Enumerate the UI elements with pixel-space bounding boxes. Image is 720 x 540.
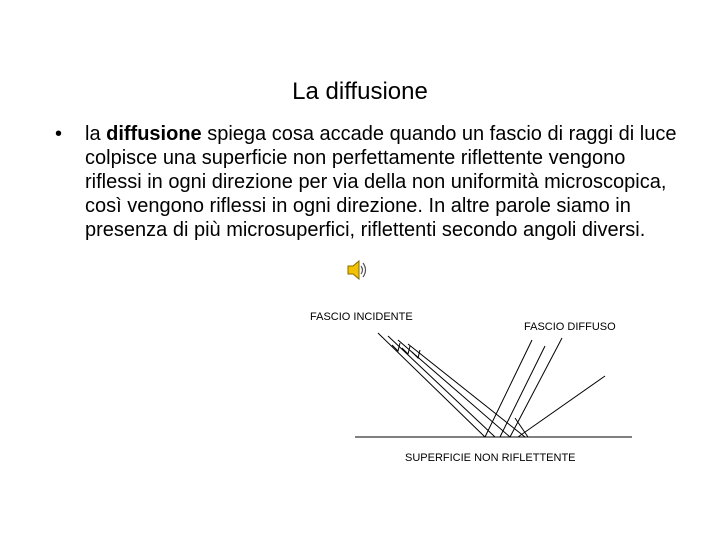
surface-label: SUPERFICIE NON RIFLETTENTE bbox=[405, 452, 576, 464]
bullet-rest: spiega cosa accade quando un fascio di raggi di luce colpisce una superficie non perfettamente riflettente vengono riflessi in ogni direzione per via della non uniformità microscopica, così vengono riflessi in ogni direzione. In altre parole siamo in presenza di più microsuperfici, riflettenti secondo angoli diversi. bbox=[85, 123, 677, 241]
diffusion-diagram bbox=[300, 298, 640, 470]
slide-title-text: La diffusione bbox=[292, 78, 428, 105]
incident-label: FASCIO INCIDENTE bbox=[310, 311, 413, 323]
diffuse-rays bbox=[485, 338, 605, 437]
bullet-dot: • bbox=[55, 123, 63, 145]
bullet-lead: la bbox=[85, 123, 107, 145]
diffuse-label: FASCIO DIFFUSO bbox=[524, 321, 616, 333]
bullet-bold-term: diffusione bbox=[106, 123, 202, 145]
bullet-item bbox=[55, 122, 685, 242]
speaker-icon[interactable] bbox=[346, 258, 368, 282]
bullet-text bbox=[85, 122, 685, 242]
incident-rays bbox=[378, 333, 525, 437]
slide-title bbox=[0, 78, 720, 106]
